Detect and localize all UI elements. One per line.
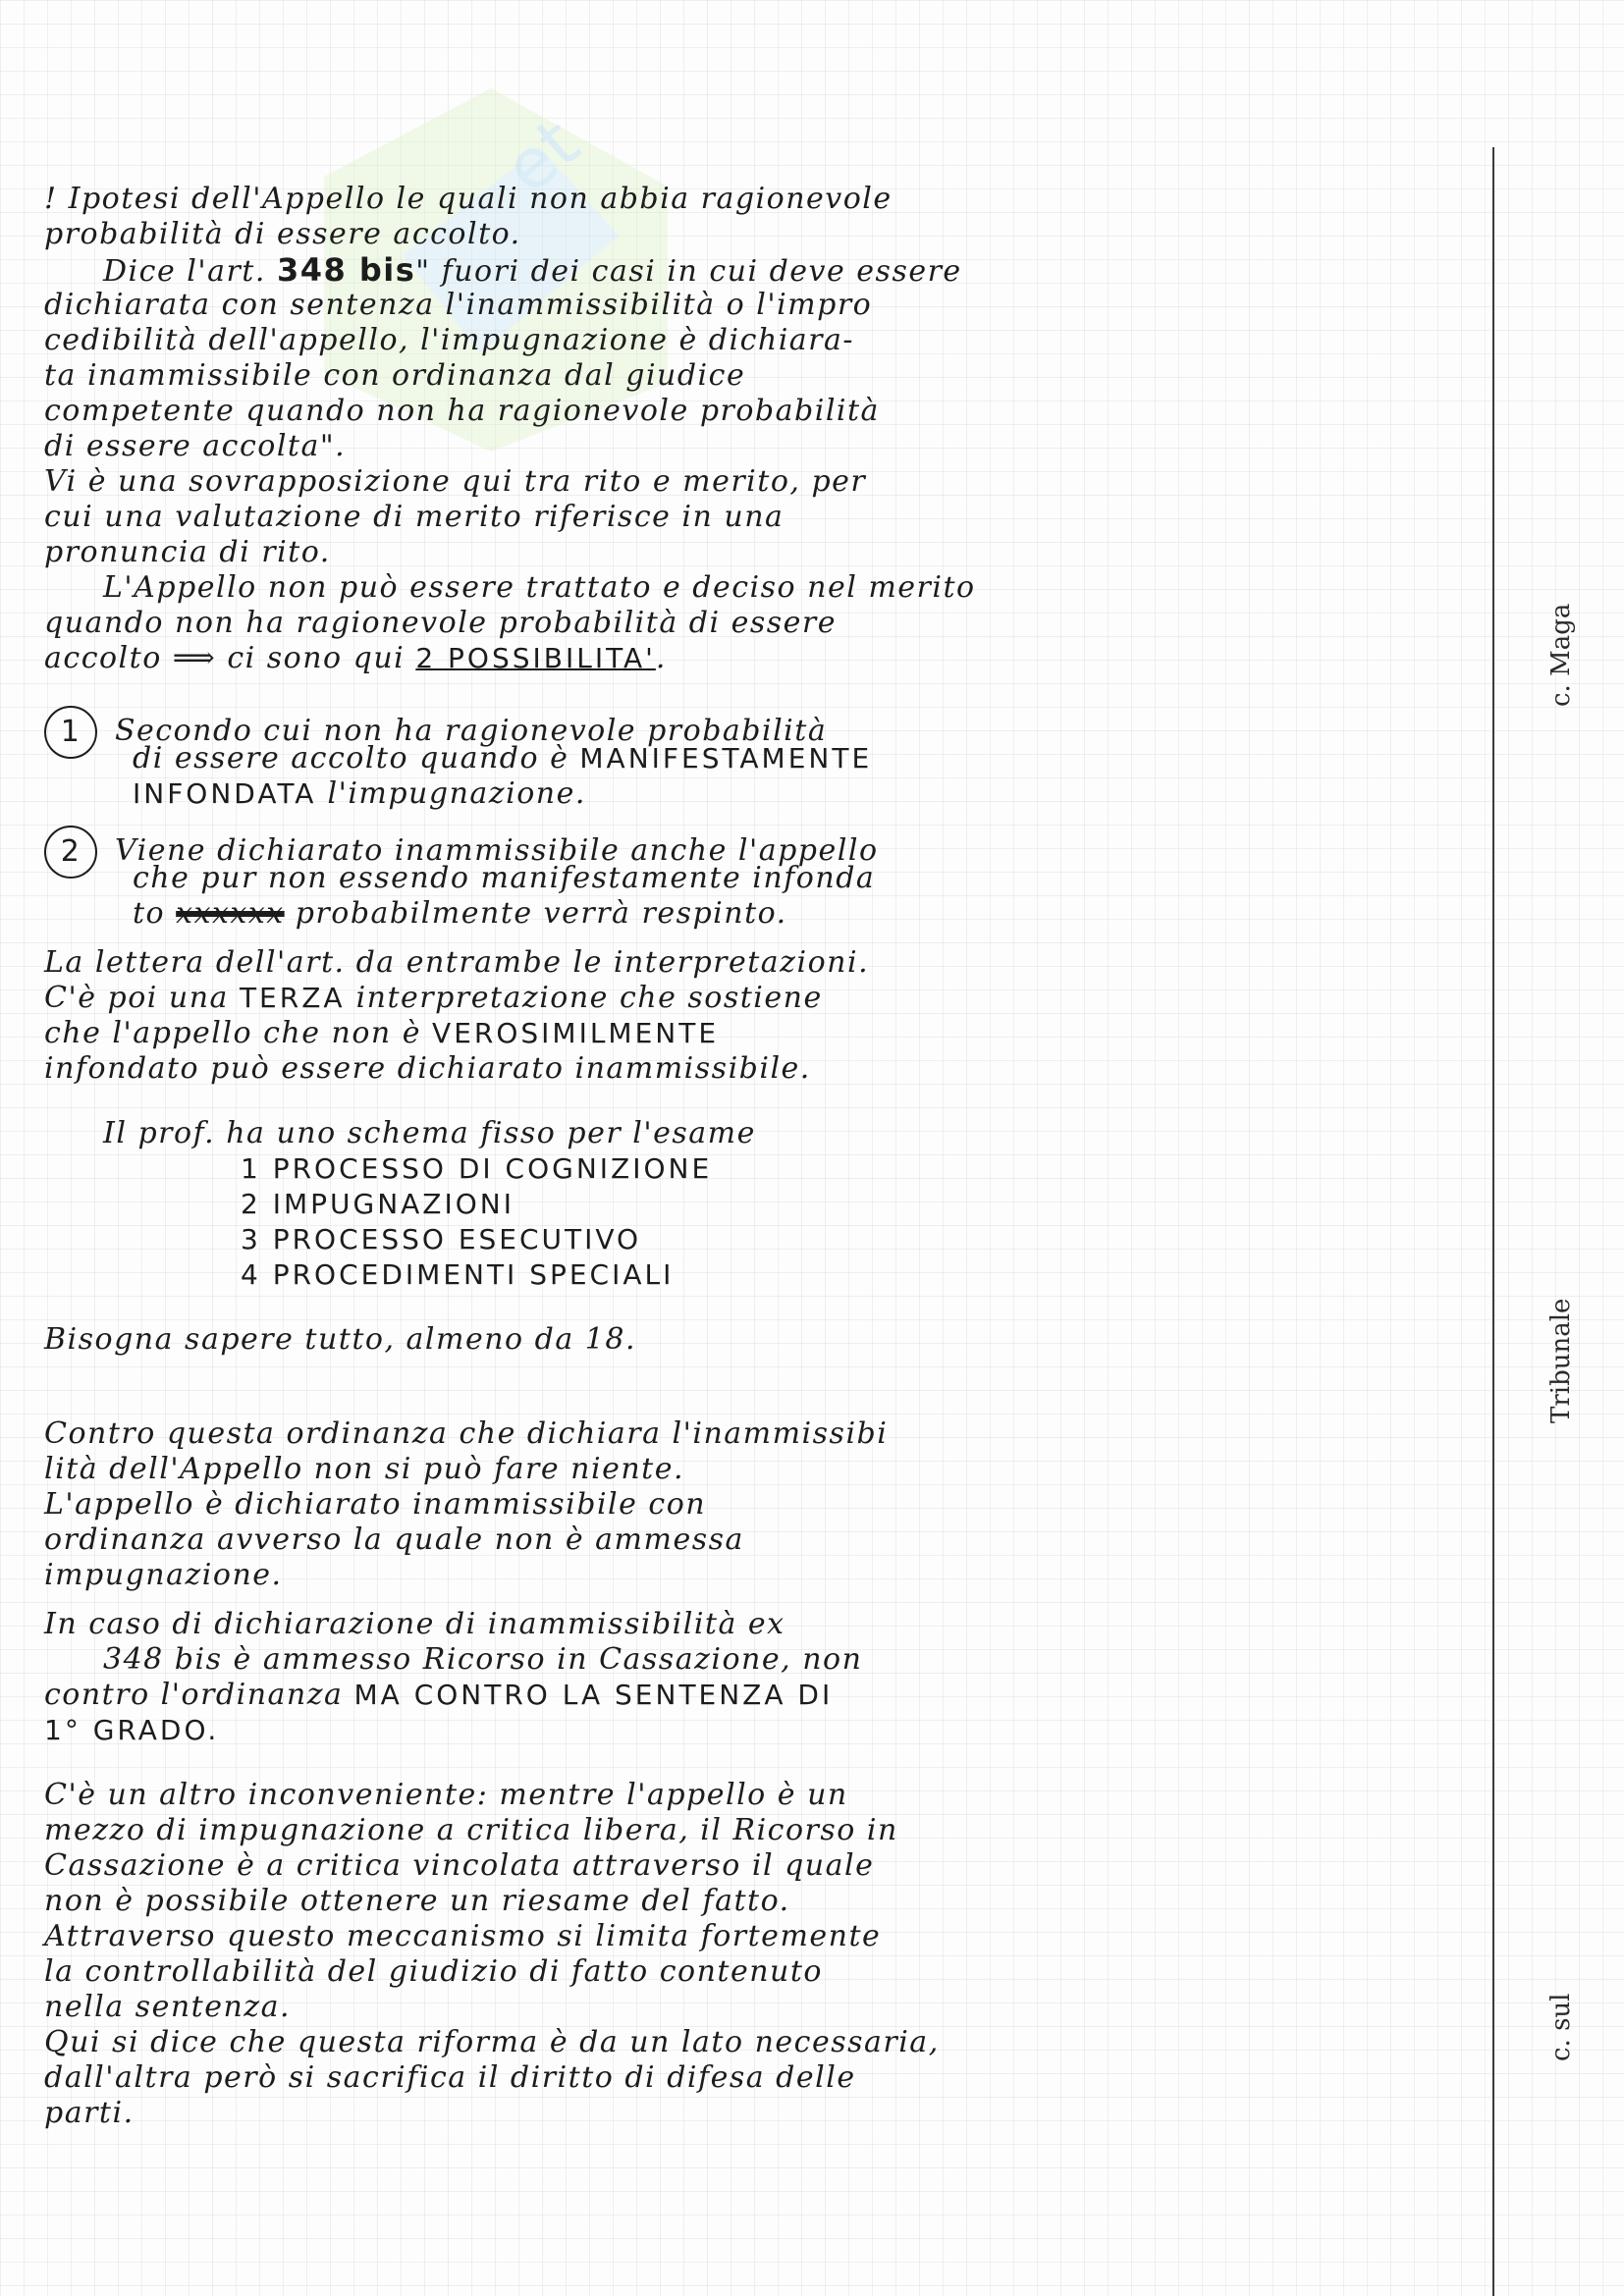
- note-line: Contro questa ordinanza che dichiara l'inammissibi: [44, 1416, 889, 1451]
- note-line: nella sentenza.: [44, 1990, 292, 2024]
- note-line: dichiarata con sentenza l'inammissibilità o l'impro: [44, 288, 873, 322]
- note-line: mezzo di impugnazione a critica libera, il Ricorso in: [44, 1813, 898, 1847]
- note-line: La lettera dell'art. da entrambe le interpretazioni.: [44, 945, 870, 980]
- note-line: INFONDATA l'impugnazione.: [133, 776, 586, 811]
- note-line: Bisogna sapere tutto, almeno da 18.: [44, 1322, 636, 1357]
- note-line: 348 bis è ammesso Ricorso in Cassazione, non: [103, 1642, 863, 1677]
- exam-scheme-item: 2 IMPUGNAZIONI: [241, 1188, 514, 1220]
- note-line: ta inammissibile con ordinanza dal giudice: [44, 358, 746, 393]
- note-line: cedibilità dell'appello, l'impugnazione è dichiara-: [44, 323, 855, 357]
- exam-scheme-item: 1 PROCESSO DI COGNIZIONE: [241, 1152, 713, 1185]
- note-line: accolto ⟹ ci sono qui 2 POSSIBILITA'.: [44, 641, 667, 675]
- note-line: la controllabilità del giudizio di fatto contenuto: [44, 1954, 823, 1989]
- crossed-out-word: xxxxxx: [176, 896, 285, 931]
- note-line: impugnazione.: [44, 1558, 283, 1592]
- note-line: quando non ha ragionevole probabilità di essere: [44, 606, 837, 640]
- note-line: pronuncia di rito.: [44, 535, 331, 569]
- note-line: L'Appello non può essere trattato e deciso nel merito: [103, 570, 976, 605]
- note-line: to xxxxxx probabilmente verrà respinto.: [133, 896, 787, 931]
- exam-scheme-item: 3 PROCESSO ESECUTIVO: [241, 1223, 642, 1255]
- article-number: 348 bis: [276, 251, 416, 289]
- note-line: 1 Secondo cui non ha ragionevole probabilità: [44, 706, 1468, 741]
- note-line: che l'appello che non è VEROSIMILMENTE: [44, 1016, 720, 1050]
- note-line: probabilità di essere accolto.: [44, 217, 521, 251]
- note-line: di essere accolta".: [44, 429, 347, 463]
- margin-note: Tribunale: [1546, 1298, 1576, 1423]
- note-line: contro l'ordinanza MA CONTRO LA SENTENZA DI: [44, 1678, 834, 1712]
- note-line: 2 Viene dichiarato inammissibile anche l'appello: [44, 826, 1468, 861]
- note-line: C'è un altro inconveniente: mentre l'appello è un: [44, 1778, 848, 1812]
- note-line: Cassazione è a critica vincolata attraverso il quale: [44, 1848, 875, 1883]
- circled-number: 2: [44, 826, 97, 879]
- note-line: Attraverso questo meccanismo si limita fortemente: [44, 1919, 882, 1953]
- note-line: Dice l'art. 348 bis" fuori dei casi in cui deve essere: [103, 251, 962, 289]
- margin-line: [1492, 147, 1494, 2296]
- margin-notes: [1546, 294, 1586, 2258]
- note-line: L'appello è dichiarato inammissibile con: [44, 1487, 707, 1522]
- note-line: C'è poi una TERZA interpretazione che sostiene: [44, 981, 823, 1015]
- margin-note: c. Maga: [1546, 603, 1576, 707]
- circled-number: 1: [44, 706, 97, 759]
- note-line: infondato può essere dichiarato inammissibile.: [44, 1051, 811, 1086]
- note-line: parti.: [44, 2096, 135, 2130]
- note-line: di essere accolto quando è MANIFESTAMENTE: [133, 741, 873, 775]
- note-line: dall'altra però si sacrifica il diritto di difesa delle: [44, 2060, 856, 2095]
- note-line: Il prof. ha uno schema fisso per l'esame: [103, 1116, 756, 1150]
- margin-note: c. sul: [1546, 1993, 1576, 2061]
- note-line: ! Ipotesi dell'Appello le quali non abbia ragionevole: [44, 182, 893, 216]
- possibilities-heading: 2 POSSIBILITA': [415, 642, 656, 674]
- note-line: non è possibile ottenere un riesame del fatto.: [44, 1884, 790, 1918]
- note-line: Qui si dice che questa riforma è da un lato necessaria,: [44, 2025, 940, 2059]
- handwritten-notes: [44, 182, 1468, 2131]
- note-line: cui una valutazione di merito riferisce in una: [44, 500, 785, 534]
- note-line: ordinanza avverso la quale non è ammessa: [44, 1522, 744, 1557]
- svg-text:et: et: [489, 102, 594, 210]
- note-line: lità dell'Appello non si può fare niente.: [44, 1452, 685, 1486]
- note-line: 1° GRADO.: [44, 1714, 220, 1746]
- note-line: In caso di dichiarazione di inammissibilità ex: [44, 1607, 785, 1641]
- note-line: che pur non essendo manifestamente infonda: [133, 861, 876, 895]
- exam-scheme-item: 4 PROCEDIMENTI SPECIALI: [241, 1258, 675, 1291]
- note-line: Vi è una sovrapposizione qui tra rito e merito, per: [44, 464, 867, 499]
- note-line: competente quando non ha ragionevole probabilità: [44, 394, 880, 428]
